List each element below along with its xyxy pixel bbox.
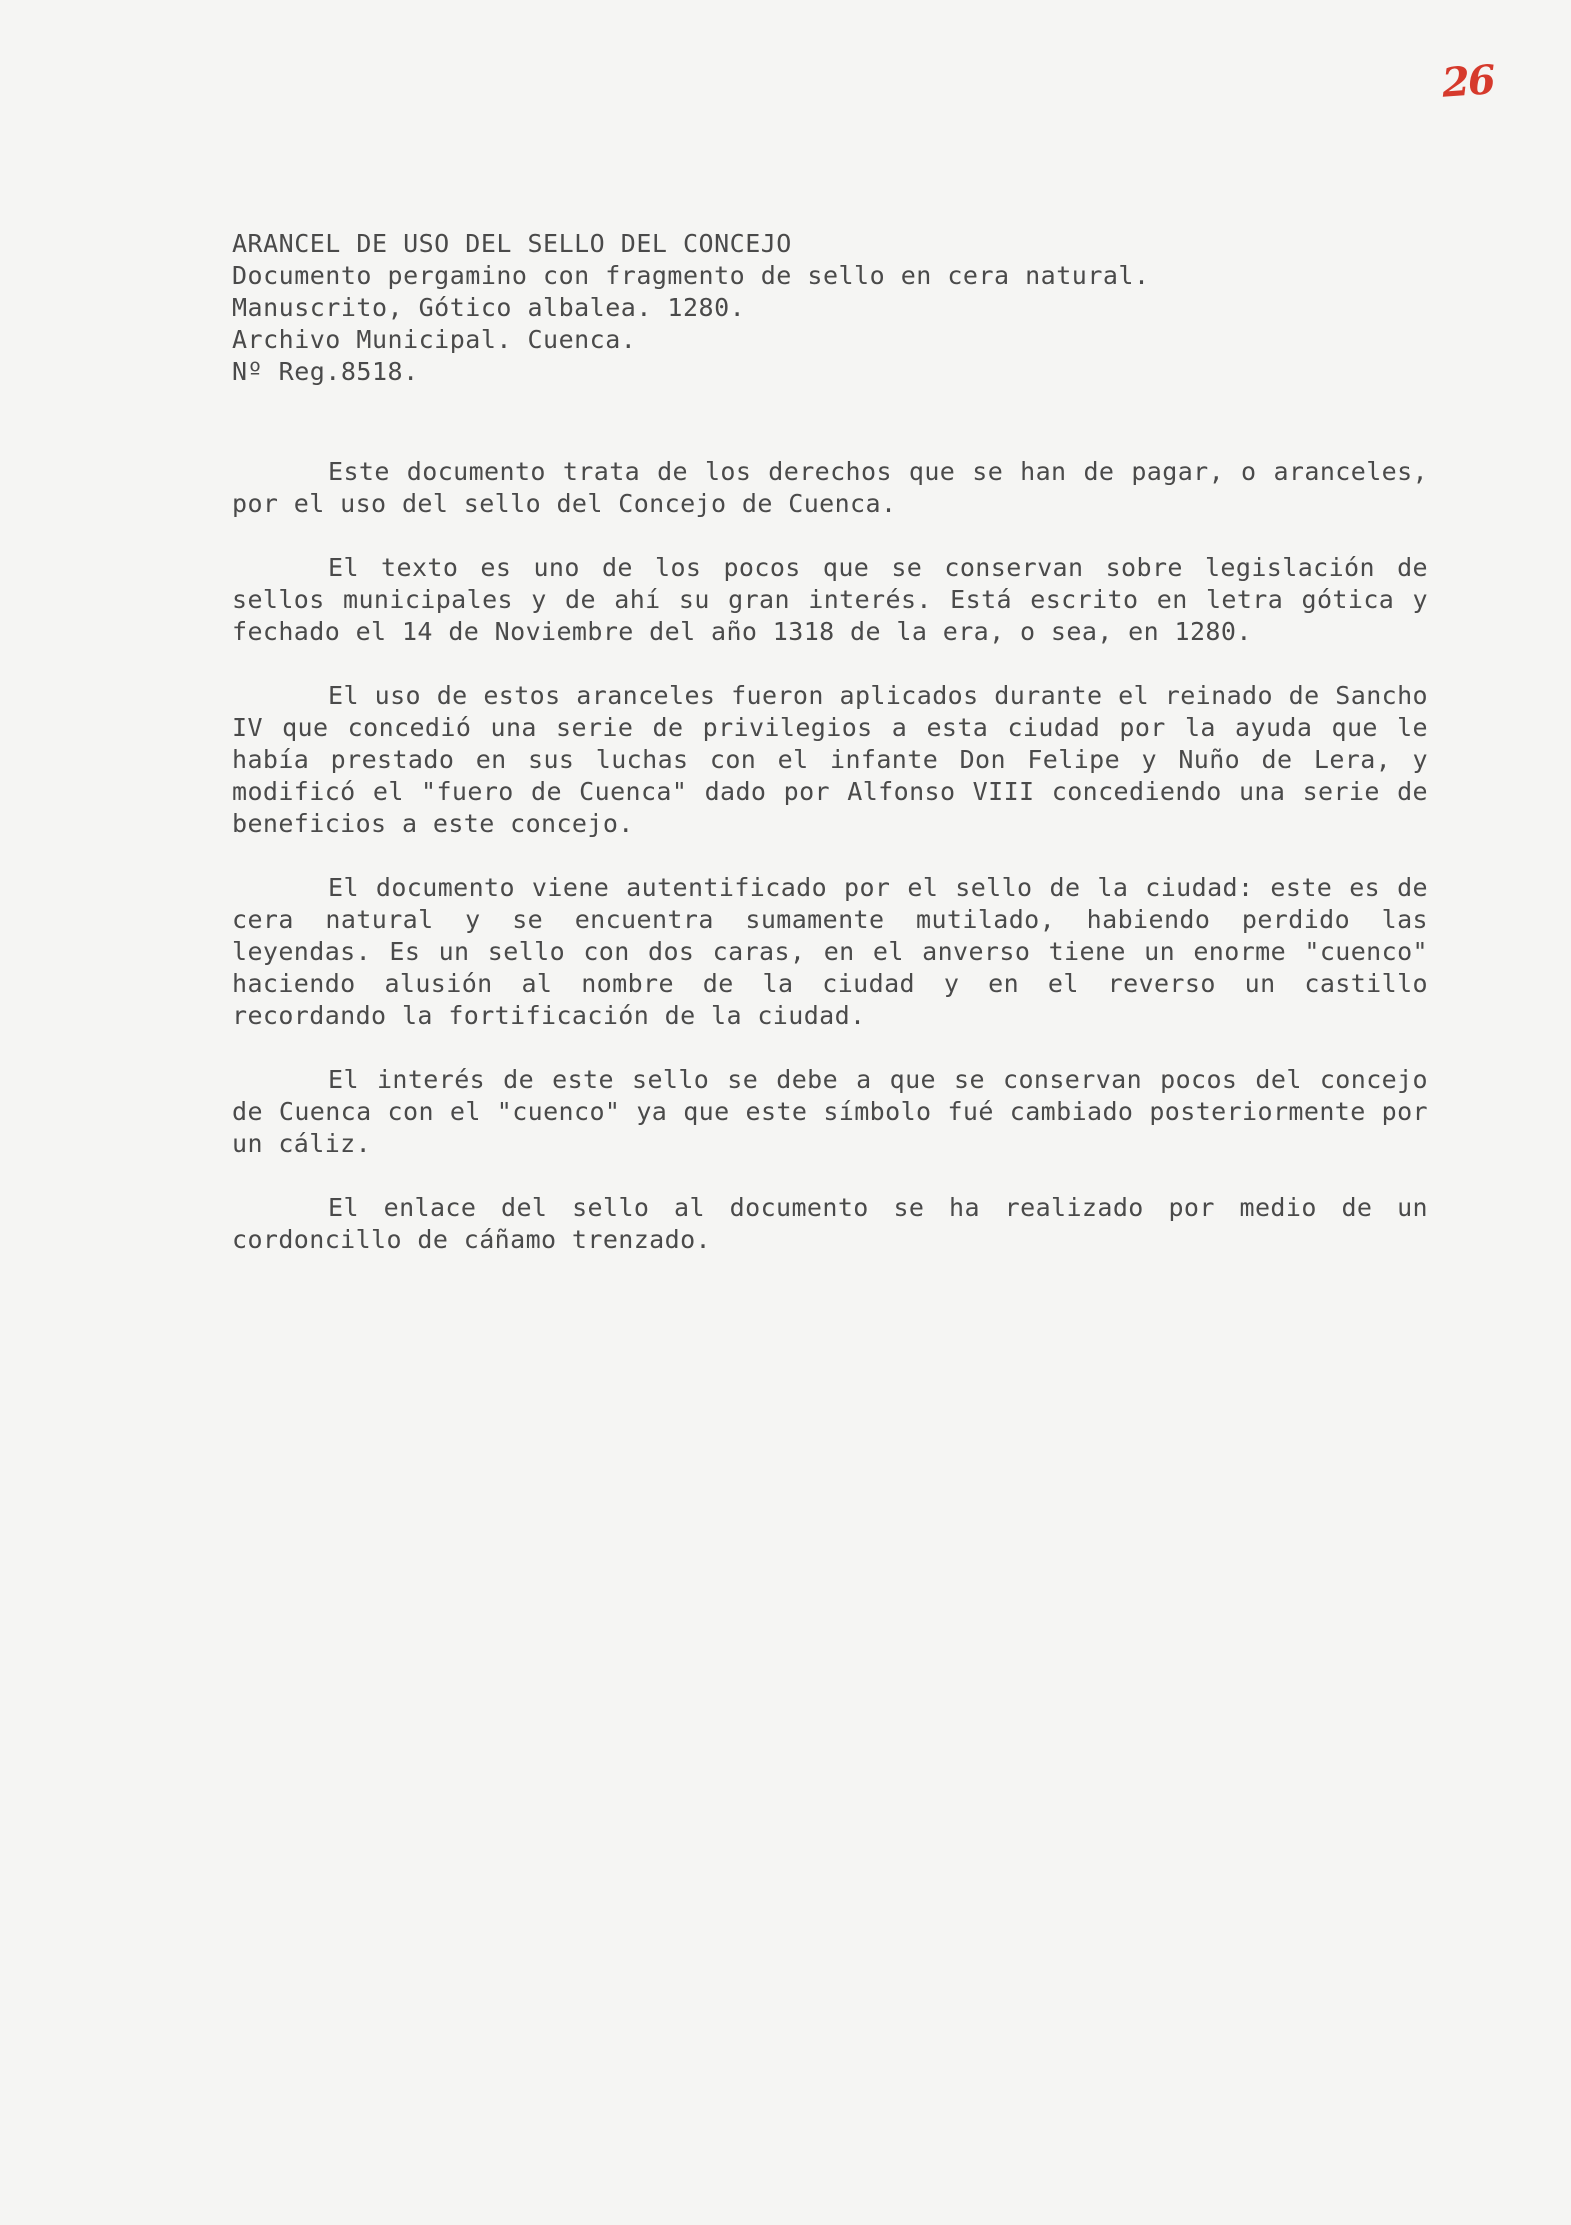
paragraph: El texto es uno de los pocos que se conservan sobre legislación de sellos municipales y de ahí su gran interés. Está escrito en letra gótica y fechado el 14 de Noviembre del año 1318 de la era, o sea, en 1280. <box>232 553 1428 646</box>
document-description: Documento pergamino con fragmento de sello en cera natural. <box>232 261 1150 290</box>
paragraph: El interés de este sello se debe a que se conservan pocos del concejo de Cuenca con el "cuenco" ya que este símbolo fué cambiado posteriormente por un cáliz. <box>232 1065 1428 1158</box>
document-script: Manuscrito, Gótico albalea. 1280. <box>232 293 746 322</box>
document-header <box>232 228 1432 388</box>
document-archive: Archivo Municipal. Cuenca. <box>232 325 637 354</box>
paragraph: El enlace del sello al documento se ha realizado por medio de un cordoncillo de cáñamo trenzado. <box>232 1193 1428 1254</box>
paragraph: El uso de estos aranceles fueron aplicados durante el reinado de Sancho IV que concedió una serie de privilegios a esta ciudad por la ayuda que le había prestado en sus luchas con el infante Don Felipe y Nuño de Lera, y modificó el "fuero de Cuenca" dado por Alfonso VIII concediendo una serie de beneficios a este concejo. <box>232 681 1428 838</box>
paragraph: El documento viene autentificado por el sello de la ciudad: este es de cera natural y se encuentra sumamente mutilado, habiendo perdido las leyendas. Es un sello con dos caras, en el anverso tiene un enorme "cuenco" haciendo alusión al nombre de la ciudad y en el reverso un castillo recordando la fortificación de la ciudad. <box>232 873 1428 1030</box>
document-title: ARANCEL DE USO DEL SELLO DEL CONCEJO <box>232 229 792 258</box>
document-body <box>232 456 1428 1288</box>
handwritten-page-number: 26 <box>1440 56 1496 107</box>
paragraph: Este documento trata de los derechos que se han de pagar, o aranceles, por el uso del sello del Concejo de Cuenca. <box>232 457 1428 518</box>
document-registry: Nº Reg.8518. <box>232 357 419 386</box>
